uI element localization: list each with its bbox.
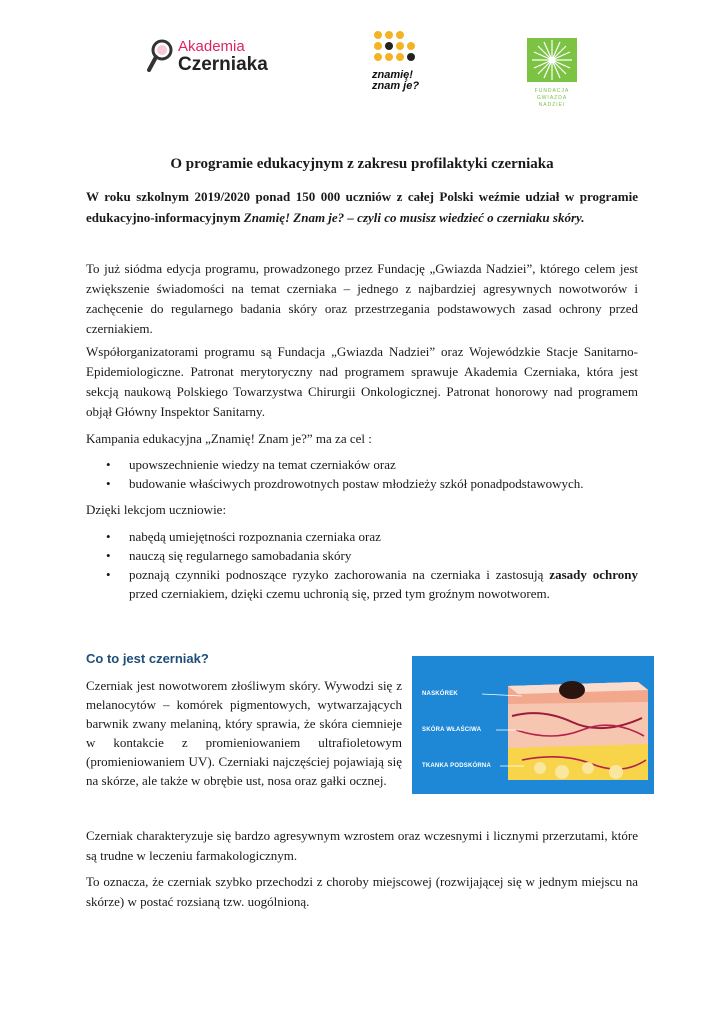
- gwiazda-logo-text: FUNDACJA GWIAZDA NADZIEI: [534, 88, 570, 108]
- bullet-icon: •: [106, 529, 111, 544]
- campaign-goals-list: [86, 455, 638, 493]
- list-item: [86, 527, 638, 546]
- list-item: [86, 474, 638, 493]
- section-heading: Co to jest czerniak?: [86, 651, 209, 666]
- label-dermis: SKÓRA WŁAŚCIWA: [422, 727, 482, 733]
- bullet-icon: •: [106, 476, 111, 491]
- znamie-logo-line1: znamię!: [372, 69, 413, 81]
- akademia-logo-line2: Czerniaka: [178, 54, 268, 75]
- star-burst-icon: [527, 38, 577, 82]
- dots-grid-icon: [370, 30, 420, 70]
- lead-paragraph: [86, 186, 638, 228]
- list-item-text: nauczą się regularnego samobadania skóry: [129, 548, 352, 563]
- students-outcomes-list: [86, 527, 638, 603]
- gwiazda-logo-box: [527, 38, 577, 82]
- bullet-icon: •: [106, 548, 111, 563]
- paragraph-students-intro: Dzięki lekcjom uczniowie:: [86, 502, 227, 517]
- lead-text: W roku szkolnym 2019/2020 ponad 150 000 uczniów z całej Polski weźmie udział w programie edukacyjno-informacyjnym: [86, 189, 638, 225]
- paragraph-spread: To oznacza, że czerniak szybko przechodzi z choroby miejscowej (rozwijającej się w jednym miejscu na skórze) w postać rozsianą tzw. uogólnioną.: [86, 874, 638, 909]
- gwiazda-nadziei-logo: [527, 38, 577, 110]
- list-item: [86, 565, 638, 603]
- akademia-czerniaka-logo: [146, 34, 276, 86]
- znamie-logo-text: [372, 70, 419, 92]
- logos-header: [0, 0, 724, 130]
- paragraph-edition: To już siódma edycja programu, prowadzonego przez Fundację „Gwiazda Nadziei”, którego celem jest zwiększenie świadomości na temat czerniaka – jednego z najbardziej agresywnych nowotworów i zachęcenie do regularnego badania skóry oraz przestrzegania podstawowych zasad ochrony przed czerniakiem.: [86, 261, 638, 336]
- paragraph-aggressiveness: Czerniak charakteryzuje się bardzo agresywnym wzrostem oraz wczesnymi i licznymi przerzutami, które są trudne w leczeniu farmakologicznym.: [86, 828, 638, 863]
- list-item-text: budowanie właściwych prozdrowotnych postaw młodzieży szkół ponadpodstawowych.: [129, 476, 584, 491]
- magnifier-icon: [146, 36, 176, 80]
- skin-cross-section-icon: [412, 656, 654, 794]
- label-subcutaneous: TKANKA PODSKÓRNA: [422, 763, 491, 769]
- list-item-text-pre: poznają czynniki podnoszące ryzyko zachorowania na czerniaka i zastosują: [129, 567, 550, 582]
- paragraph-what-is-melanoma: Czerniak jest nowotworem złośliwym skóry. Wywodzi się z melanocytów – komórek pigmentowych, wytwarzających barwnik zwany melaniną, który sprawia, że skóra ciemnieje w kontakcie z promieniowaniem ultrafioletowym (promieniowaniem UV). Czerniaki najczęściej pojawiają się na skórze, ale także w obrębie ust, nosa oraz gałki ocznej.: [86, 678, 402, 788]
- skin-layers-illustration: [412, 656, 654, 794]
- document-title: O programie edukacyjnym z zakresu profilaktyki czerniaka: [170, 156, 554, 172]
- list-item-text: nabędą umiejętności rozpoznania czerniaka oraz: [129, 529, 381, 544]
- akademia-logo-line1: Akademia: [178, 38, 245, 55]
- znamie-logo: [370, 30, 420, 100]
- list-item-text-bold: zasady ochrony: [549, 567, 638, 582]
- list-item-text: upowszechnienie wiedzy na temat czerniaków oraz: [129, 457, 396, 472]
- list-item: [86, 546, 638, 565]
- lead-italic-text: Znamię! Znam je? – czyli co musisz wiedzieć o czerniaku skóry.: [243, 210, 585, 225]
- paragraph-campaign-goal: Kampania edukacyjna „Znamię! Znam je?” ma za cel :: [86, 431, 372, 446]
- list-item: [86, 455, 638, 474]
- bullet-icon: •: [106, 567, 111, 582]
- bullet-icon: •: [106, 457, 111, 472]
- list-item-text-post: przed czerniakiem, dzięki czemu uchronią się, przed tym groźnym nowotworem.: [129, 586, 550, 601]
- znamie-logo-line2: znam je?: [372, 80, 420, 92]
- paragraph-organizers: Współorganizatorami programu są Fundacja „Gwiazda Nadziei” oraz Wojewódzkie Stacje Sanitarno-Epidemiologiczne. Patronat merytoryczny nad programem sprawuje Akademia Czerniaka, która jest sekcją naukową Polskiego Towarzystwa Chirurgii Onkologicznej. Patronat honorowy nad programem objął Główny Inspektor Sanitarny.: [86, 344, 638, 419]
- label-epidermis: NASKÓREK: [422, 691, 458, 697]
